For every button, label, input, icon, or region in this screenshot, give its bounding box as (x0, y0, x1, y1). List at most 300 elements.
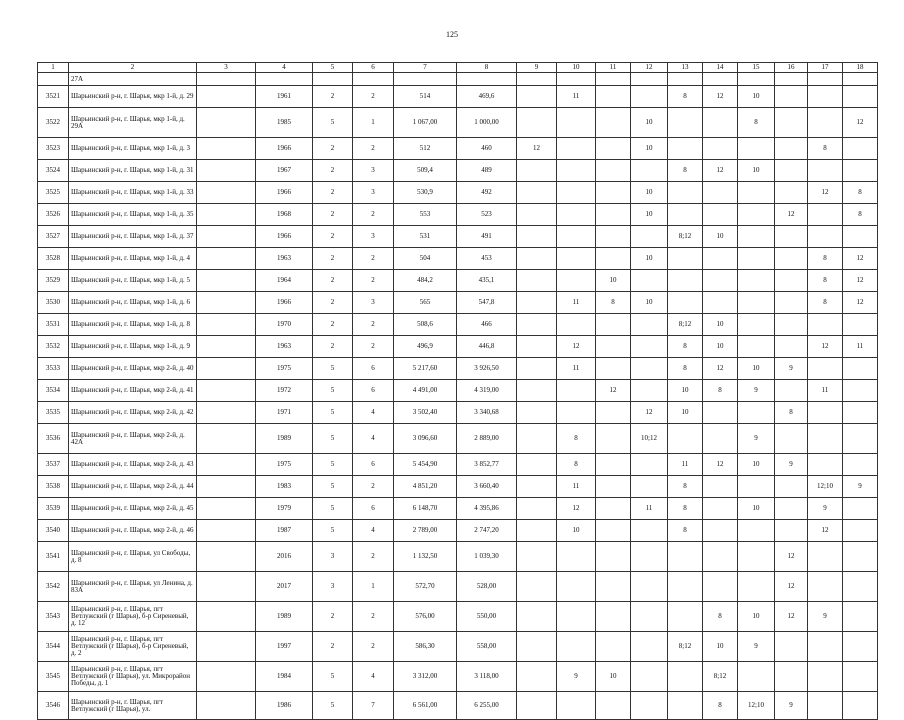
cell-address: Шарьинский р-н, г. Шарья, мкр 2-й, д. 46 (69, 520, 197, 542)
cell-build-year: 1989 (256, 602, 313, 632)
cell-col-16: 9 (775, 358, 808, 380)
cell-row-number: 3523 (38, 138, 69, 160)
table-row (38, 270, 878, 292)
cell-total-area: 576,00 (394, 602, 457, 632)
cell-row-number: 3521 (38, 86, 69, 108)
cell-col-14: 10 (703, 314, 738, 336)
cell-col-17: 9 (808, 498, 843, 520)
cell-build-year: 1963 (256, 336, 313, 358)
cell-col-14: 12 (703, 160, 738, 182)
cell-col-14: 12 (703, 358, 738, 380)
cell-build-year: 1975 (256, 358, 313, 380)
column-number: 3 (197, 63, 256, 73)
cell-address: Шарьинский р-н, г. Шарья, мкр 1-й, д. 5 (69, 270, 197, 292)
cell-col-15: 8 (738, 108, 775, 138)
cell-col-13 (668, 182, 703, 204)
cell-col-9 (517, 632, 557, 662)
cell-living-area: 489 (457, 160, 517, 182)
cell-col-11 (596, 602, 631, 632)
cell-col-12 (631, 160, 668, 182)
column-number: 2 (69, 63, 197, 73)
cell-col-18 (843, 662, 878, 692)
cell-col-3 (197, 602, 256, 632)
cell-col-3 (197, 270, 256, 292)
cell-col-12: 10 (631, 108, 668, 138)
cell-col-3 (197, 204, 256, 226)
cell-entrances: 2 (353, 602, 394, 632)
cell-col-17: 12 (808, 520, 843, 542)
cell-col-12 (631, 632, 668, 662)
cell-col-17 (808, 424, 843, 454)
cell-address: Шарьинский р-н, г. Шарья, мкр 1-й, д. 9 (69, 336, 197, 358)
cell-address: Шарьинский р-н, г. Шарья, мкр 1-й, д. 4 (69, 248, 197, 270)
cell-col-16 (775, 476, 808, 498)
cell-row-number: 3543 (38, 602, 69, 632)
cell-col-3 (197, 292, 256, 314)
cell-col-13: 8 (668, 336, 703, 358)
table-row (38, 204, 878, 226)
cell-living-area: 3 118,00 (457, 662, 517, 692)
cell-build-year: 1972 (256, 380, 313, 402)
cell-entrances: 3 (353, 182, 394, 204)
cell-col-12 (631, 454, 668, 476)
cell-col-17: 11 (808, 380, 843, 402)
cell-build-year: 1985 (256, 108, 313, 138)
cell-col-10: 12 (557, 336, 596, 358)
cell-col-10: 11 (557, 358, 596, 380)
cell-col-12 (631, 662, 668, 692)
cell-col-9 (517, 204, 557, 226)
cell-col-15 (738, 662, 775, 692)
cell-col-12 (631, 226, 668, 248)
cell-entrances: 2 (353, 270, 394, 292)
cell-address: Шарьинский р-н, г. Шарья, мкр 2-й, д. 42 (69, 402, 197, 424)
cell-living-area: 558,00 (457, 632, 517, 662)
cell-col-12 (631, 542, 668, 572)
cell-row-number: 3527 (38, 226, 69, 248)
cell-col-15 (738, 138, 775, 160)
cell-col-3 (197, 226, 256, 248)
cell-entrances (353, 73, 394, 86)
table-row (38, 160, 878, 182)
cell-col-10: 9 (557, 662, 596, 692)
cell-col-12 (631, 336, 668, 358)
table-row (38, 662, 878, 692)
cell-col-12 (631, 314, 668, 336)
cell-col-3 (197, 248, 256, 270)
cell-col-14 (703, 498, 738, 520)
cell-col-16 (775, 292, 808, 314)
cell-col-15 (738, 248, 775, 270)
cell-build-year: 1966 (256, 292, 313, 314)
cell-col-10: 11 (557, 476, 596, 498)
cell-col-18 (843, 358, 878, 380)
cell-col-13: 11 (668, 454, 703, 476)
table-row (38, 86, 878, 108)
cell-entrances: 2 (353, 336, 394, 358)
cell-col-3 (197, 520, 256, 542)
cell-col-11: 8 (596, 292, 631, 314)
column-number: 13 (668, 63, 703, 73)
cell-col-17: 12;10 (808, 476, 843, 498)
table-row (38, 248, 878, 270)
cell-floors: 2 (313, 336, 353, 358)
cell-col-11 (596, 226, 631, 248)
cell-col-10 (557, 402, 596, 424)
cell-col-18 (843, 632, 878, 662)
cell-col-15: 10 (738, 454, 775, 476)
cell-floors: 2 (313, 602, 353, 632)
cell-floors: 5 (313, 520, 353, 542)
cell-col-13 (668, 138, 703, 160)
cell-col-18: 11 (843, 336, 878, 358)
cell-col-3 (197, 108, 256, 138)
cell-col-15: 9 (738, 424, 775, 454)
table-row (38, 692, 878, 720)
cell-entrances: 2 (353, 138, 394, 160)
cell-floors: 5 (313, 380, 353, 402)
cell-col-17: 8 (808, 248, 843, 270)
cell-col-12: 10 (631, 182, 668, 204)
cell-col-13: 8 (668, 498, 703, 520)
cell-col-16 (775, 336, 808, 358)
cell-total-area: 3 502,40 (394, 402, 457, 424)
cell-build-year: 1983 (256, 476, 313, 498)
cell-col-14 (703, 292, 738, 314)
cell-col-11 (596, 402, 631, 424)
cell-total-area: 3 312,00 (394, 662, 457, 692)
cell-col-10 (557, 542, 596, 572)
cell-col-12: 10 (631, 248, 668, 270)
cell-col-9 (517, 692, 557, 720)
cell-col-11 (596, 182, 631, 204)
cell-floors: 2 (313, 138, 353, 160)
cell-col-10 (557, 380, 596, 402)
cell-living-area: 453 (457, 248, 517, 270)
cell-entrances: 2 (353, 314, 394, 336)
cell-col-14 (703, 476, 738, 498)
cell-living-area: 3 660,40 (457, 476, 517, 498)
cell-living-area: 491 (457, 226, 517, 248)
cell-col-12 (631, 270, 668, 292)
cell-col-11 (596, 632, 631, 662)
cell-address: Шарьинский р-н, г. Шарья, мкр 1-й, д. 29А (69, 108, 197, 138)
cell-col-16 (775, 226, 808, 248)
table-row (38, 520, 878, 542)
cell-col-15: 9 (738, 632, 775, 662)
cell-col-16 (775, 314, 808, 336)
cell-col-13 (668, 248, 703, 270)
table-row (38, 314, 878, 336)
cell-col-15 (738, 270, 775, 292)
cell-floors: 3 (313, 542, 353, 572)
cell-entrances: 2 (353, 248, 394, 270)
cell-col-10: 10 (557, 520, 596, 542)
cell-build-year: 1971 (256, 402, 313, 424)
cell-col-11 (596, 73, 631, 86)
cell-col-18: 9 (843, 476, 878, 498)
cell-col-13 (668, 204, 703, 226)
cell-col-11 (596, 454, 631, 476)
cell-total-area: 1 067,00 (394, 108, 457, 138)
cell-col-12: 11 (631, 498, 668, 520)
column-number: 16 (775, 63, 808, 73)
cell-col-18 (843, 226, 878, 248)
cell-entrances: 4 (353, 520, 394, 542)
cell-floors: 5 (313, 454, 353, 476)
column-number: 14 (703, 63, 738, 73)
cell-col-3 (197, 380, 256, 402)
column-number: 15 (738, 63, 775, 73)
cell-col-18: 8 (843, 204, 878, 226)
cell-col-15 (738, 73, 775, 86)
cell-col-13: 8;12 (668, 314, 703, 336)
cell-entrances: 1 (353, 572, 394, 602)
cell-col-14 (703, 138, 738, 160)
cell-address: Шарьинский р-н, г. Шарья, пгт Ветлужский (г Шарья), б-р Сиреневый, д. 12 (69, 602, 197, 632)
table-row (38, 108, 878, 138)
cell-floors: 2 (313, 160, 353, 182)
cell-col-16 (775, 632, 808, 662)
column-number: 12 (631, 63, 668, 73)
cell-entrances: 2 (353, 476, 394, 498)
cell-build-year: 1968 (256, 204, 313, 226)
column-number: 10 (557, 63, 596, 73)
cell-col-11 (596, 336, 631, 358)
cell-build-year: 2016 (256, 542, 313, 572)
cell-col-13 (668, 542, 703, 572)
cell-col-10 (557, 314, 596, 336)
column-number: 4 (256, 63, 313, 73)
cell-entrances: 7 (353, 692, 394, 720)
cell-col-10: 8 (557, 424, 596, 454)
cell-col-12 (631, 572, 668, 602)
cell-col-3 (197, 160, 256, 182)
cell-col-14: 8 (703, 380, 738, 402)
cell-col-18: 12 (843, 292, 878, 314)
cell-entrances: 2 (353, 542, 394, 572)
cell-build-year: 1987 (256, 520, 313, 542)
cell-col-18 (843, 572, 878, 602)
table-row (38, 73, 878, 86)
cell-col-12 (631, 520, 668, 542)
cell-address: Шарьинский р-н, г. Шарья, мкр 1-й, д. 29 (69, 86, 197, 108)
cell-col-3 (197, 476, 256, 498)
cell-col-14 (703, 402, 738, 424)
cell-row-number: 3531 (38, 314, 69, 336)
cell-col-18: 12 (843, 270, 878, 292)
cell-col-18 (843, 454, 878, 476)
cell-col-9 (517, 572, 557, 602)
cell-col-15 (738, 182, 775, 204)
cell-build-year: 1997 (256, 632, 313, 662)
cell-col-9 (517, 424, 557, 454)
cell-living-area: 528,00 (457, 572, 517, 602)
cell-col-18 (843, 692, 878, 720)
cell-col-13 (668, 73, 703, 86)
cell-col-11 (596, 160, 631, 182)
cell-col-10: 11 (557, 86, 596, 108)
cell-col-13: 8 (668, 358, 703, 380)
table-row (38, 454, 878, 476)
cell-col-9 (517, 108, 557, 138)
cell-col-17: 9 (808, 602, 843, 632)
cell-col-11 (596, 498, 631, 520)
cell-col-9 (517, 602, 557, 632)
cell-floors: 2 (313, 226, 353, 248)
cell-address: Шарьинский р-н, г. Шарья, пгт Ветлужский (г Шарья), ул. (69, 692, 197, 720)
cell-col-16 (775, 160, 808, 182)
cell-col-17 (808, 358, 843, 380)
cell-col-10 (557, 108, 596, 138)
table-row (38, 380, 878, 402)
cell-build-year: 1979 (256, 498, 313, 520)
cell-row-number: 3532 (38, 336, 69, 358)
cell-col-18 (843, 160, 878, 182)
cell-col-18 (843, 380, 878, 402)
cell-col-13: 8;12 (668, 226, 703, 248)
cell-row-number: 3537 (38, 454, 69, 476)
cell-living-area: 435,1 (457, 270, 517, 292)
column-number: 7 (394, 63, 457, 73)
cell-total-area: 4 851,20 (394, 476, 457, 498)
cell-row-number: 3536 (38, 424, 69, 454)
cell-build-year: 1989 (256, 424, 313, 454)
cell-col-9 (517, 270, 557, 292)
cell-col-14: 8 (703, 692, 738, 720)
cell-col-15: 10 (738, 498, 775, 520)
cell-col-17 (808, 204, 843, 226)
cell-entrances: 1 (353, 108, 394, 138)
cell-col-15 (738, 402, 775, 424)
cell-col-16: 9 (775, 692, 808, 720)
cell-col-12 (631, 358, 668, 380)
page-number: 125 (446, 30, 458, 39)
cell-col-14 (703, 108, 738, 138)
table-body (38, 63, 878, 720)
cell-row-number: 3540 (38, 520, 69, 542)
cell-entrances: 2 (353, 632, 394, 662)
cell-entrances: 3 (353, 226, 394, 248)
cell-col-14 (703, 542, 738, 572)
cell-col-16 (775, 662, 808, 692)
cell-col-13 (668, 572, 703, 602)
cell-entrances: 3 (353, 160, 394, 182)
cell-col-17 (808, 572, 843, 602)
cell-floors: 2 (313, 182, 353, 204)
cell-col-13 (668, 270, 703, 292)
cell-row-number: 3541 (38, 542, 69, 572)
cell-col-14: 10 (703, 632, 738, 662)
housing-register-table (37, 62, 878, 720)
cell-col-11 (596, 476, 631, 498)
cell-address: Шарьинский р-н, г. Шарья, мкр 2-й, д. 45 (69, 498, 197, 520)
cell-col-17 (808, 402, 843, 424)
cell-col-14: 12 (703, 86, 738, 108)
cell-col-16 (775, 520, 808, 542)
cell-col-17: 12 (808, 182, 843, 204)
cell-row-number: 3534 (38, 380, 69, 402)
cell-col-10 (557, 204, 596, 226)
cell-col-16: 8 (775, 402, 808, 424)
cell-col-17 (808, 662, 843, 692)
cell-col-15 (738, 314, 775, 336)
cell-col-12 (631, 692, 668, 720)
cell-total-area: 553 (394, 204, 457, 226)
cell-floors: 2 (313, 632, 353, 662)
cell-col-14: 12 (703, 454, 738, 476)
cell-col-10 (557, 182, 596, 204)
cell-row-number: 3545 (38, 662, 69, 692)
cell-col-13: 10 (668, 402, 703, 424)
cell-floors: 2 (313, 270, 353, 292)
cell-total-area: 4 491,00 (394, 380, 457, 402)
cell-col-16: 9 (775, 454, 808, 476)
cell-col-11 (596, 86, 631, 108)
cell-col-10: 11 (557, 292, 596, 314)
cell-col-11 (596, 542, 631, 572)
cell-col-14 (703, 270, 738, 292)
cell-col-11 (596, 424, 631, 454)
cell-col-18 (843, 424, 878, 454)
cell-col-12 (631, 602, 668, 632)
cell-col-10 (557, 602, 596, 632)
cell-row-number: 3526 (38, 204, 69, 226)
cell-col-16 (775, 270, 808, 292)
cell-address: Шарьинский р-н, г. Шарья, мкр 2-й, д. 40 (69, 358, 197, 380)
cell-col-11 (596, 572, 631, 602)
cell-total-area: 530,9 (394, 182, 457, 204)
cell-col-9 (517, 498, 557, 520)
cell-col-15 (738, 292, 775, 314)
table-row (38, 542, 878, 572)
cell-build-year: 1986 (256, 692, 313, 720)
cell-col-15 (738, 476, 775, 498)
cell-col-17 (808, 160, 843, 182)
cell-address: Шарьинский р-н, г. Шарья, мкр 1-й, д. 6 (69, 292, 197, 314)
column-number: 6 (353, 63, 394, 73)
cell-total-area: 5 454,90 (394, 454, 457, 476)
cell-col-18 (843, 314, 878, 336)
cell-col-11 (596, 520, 631, 542)
table-row (38, 138, 878, 160)
cell-row-number: 3528 (38, 248, 69, 270)
cell-address: Шарьинский р-н, г. Шарья, мкр 1-й, д. 31 (69, 160, 197, 182)
cell-entrances: 6 (353, 498, 394, 520)
cell-address: Шарьинский р-н, г. Шарья, мкр 1-й, д. 35 (69, 204, 197, 226)
cell-col-11 (596, 314, 631, 336)
cell-address: 27А (69, 73, 197, 86)
cell-total-area: 509,4 (394, 160, 457, 182)
cell-col-14: 10 (703, 226, 738, 248)
cell-col-10 (557, 73, 596, 86)
cell-build-year: 1966 (256, 226, 313, 248)
cell-col-17 (808, 632, 843, 662)
cell-floors: 2 (313, 204, 353, 226)
cell-row-number: 3533 (38, 358, 69, 380)
cell-floors: 2 (313, 292, 353, 314)
cell-col-16 (775, 182, 808, 204)
cell-total-area: 514 (394, 86, 457, 108)
cell-col-12: 10 (631, 138, 668, 160)
cell-total-area (394, 73, 457, 86)
cell-row-number: 3546 (38, 692, 69, 720)
cell-col-15 (738, 226, 775, 248)
cell-col-17: 8 (808, 138, 843, 160)
cell-row-number: 3529 (38, 270, 69, 292)
cell-col-12: 12 (631, 402, 668, 424)
cell-build-year (256, 73, 313, 86)
